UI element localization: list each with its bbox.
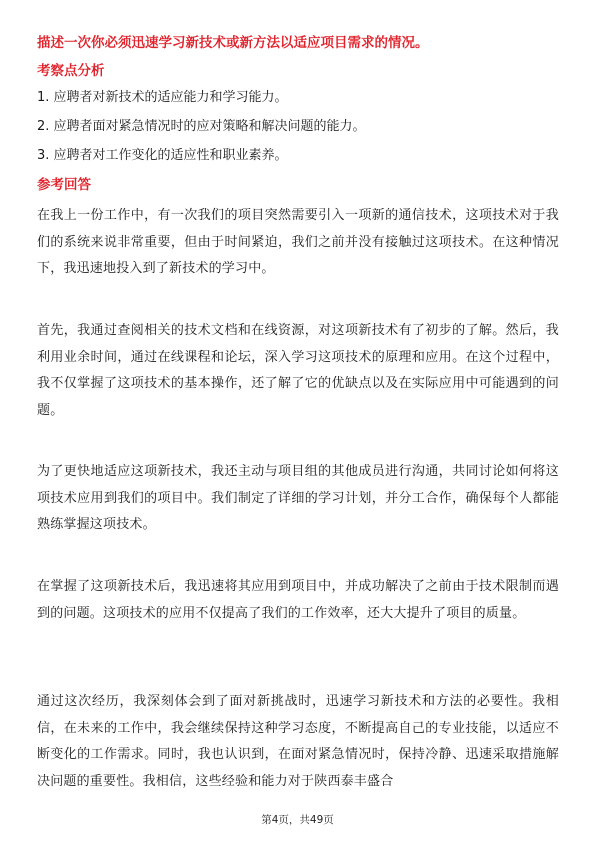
analysis-point: 2. 应聘者面对紧急情况时的应对策略和解决问题的能力。 <box>37 119 366 134</box>
question-heading: 描述一次你必须迅速学习新技术或新方法以适应项目需求的情况。 <box>37 35 429 51</box>
answer-paragraph: 首先，我通过查阅相关的技术文档和在线资源，对这项新技术有了初步的了解。然后，我利用业余时间，通过在线课程和论坛，深入学习这项技术的原理和应用。在这个过程中，我不仅掌握了这项技术的基本操作，还了解了它的优缺点以及在实际应用中可能遇到的问题。 <box>37 323 559 418</box>
answer-paragraph: 通过这次经历，我深刻体会到了面对新挑战时，迅速学习新技术和方法的必要性。我相信，在未来的工作中，我会继续保持这种学习态度，不断提高自己的专业技能，以适应不断变化的工作需求。同时，我也认识到，在面对紧急情况时，保持冷静、迅速采取措施解决问题的重要性。我相信，这些经验和能力对于陕西泰丰盛合 <box>37 694 559 789</box>
answer-paragraph: 在掌握了这项新技术后，我迅速将其应用到项目中，并成功解决了之前由于技术限制而遇到的问题。这项技术的应用不仅提高了我们的工作效率，还大大提升了项目的质量。 <box>37 579 559 621</box>
answer-paragraph: 在我上一份工作中，有一次我们的项目突然需要引入一项新的通信技术，这项技术对于我们的系统来说非常重要，但由于时间紧迫，我们之前并没有接触过这项技术。在这种情况下，我迅速地投入到了新技术的学习中。 <box>37 208 559 276</box>
analysis-section-title: 考察点分析 <box>37 63 105 79</box>
page-number: 第4页，共49页 <box>261 814 334 826</box>
answer-paragraph: 为了更快地适应这项新技术，我还主动与项目组的其他成员进行沟通，共同讨论如何将这项技术应用到我们的项目中。我们制定了详细的学习计划，并分工合作，确保每个人都能熟练掌握这项技术。 <box>37 464 559 532</box>
answer-section-title: 参考回答 <box>37 177 91 193</box>
analysis-point: 1. 应聘者对新技术的适应能力和学习能力。 <box>37 90 288 105</box>
analysis-point: 3. 应聘者对工作变化的适应性和职业素养。 <box>37 148 288 163</box>
